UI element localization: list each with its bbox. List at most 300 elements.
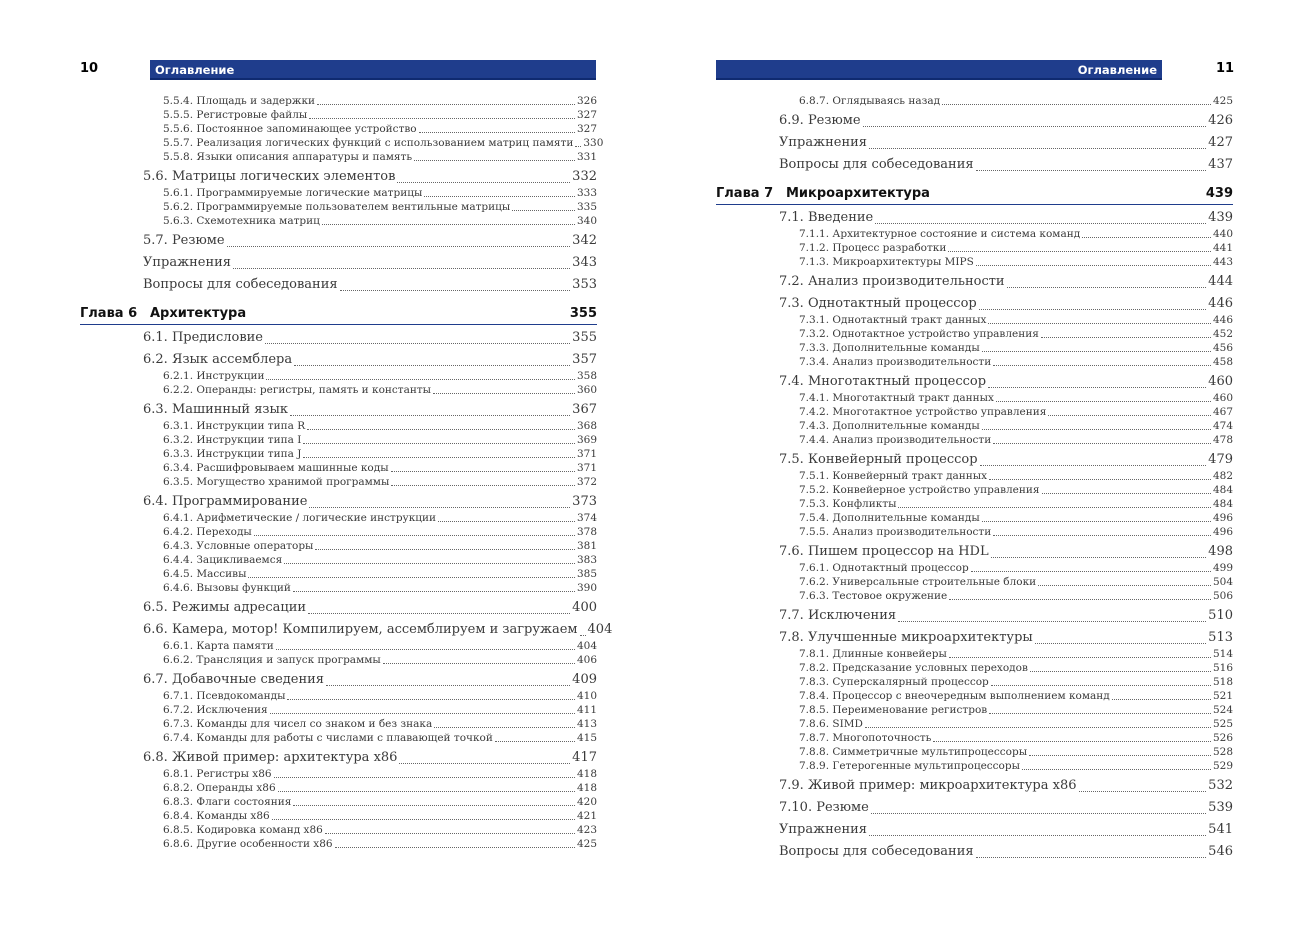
dot-leader xyxy=(949,599,1211,600)
entry-page-number: 333 xyxy=(576,187,597,199)
dot-leader xyxy=(1022,769,1211,770)
entry-page-number: 369 xyxy=(576,434,597,446)
entry-page-number: 371 xyxy=(576,462,597,474)
entry-page-number: 514 xyxy=(1212,648,1233,660)
entry-page-number: 446 xyxy=(1212,314,1233,326)
dot-leader xyxy=(303,457,575,458)
entry-title: 6.4.1. Арифметические / логические инструкции xyxy=(163,512,437,524)
toc-subsection xyxy=(143,795,597,809)
entry-page-number: 443 xyxy=(1212,256,1233,268)
dot-leader xyxy=(294,365,570,366)
dot-leader xyxy=(976,170,1207,171)
entry-title: 5.7. Резюме xyxy=(143,233,225,248)
chapter-page-number: 355 xyxy=(569,306,597,321)
entry-title: Упражнения xyxy=(779,822,867,837)
toc-section xyxy=(143,351,597,369)
entry-title: 7.5.2. Конвейерное устройство управления xyxy=(799,484,1040,496)
toc-subsection xyxy=(143,511,597,525)
entry-title: 7.5.3. Конфликты xyxy=(799,498,897,510)
entry-page-number: 409 xyxy=(572,672,597,687)
entry-title: 5.5.5. Регистровые файлы xyxy=(163,109,308,121)
entry-page-number: 458 xyxy=(1212,356,1233,368)
dot-leader xyxy=(309,507,570,508)
running-header: Оглавление xyxy=(150,60,596,80)
entry-page-number: 441 xyxy=(1212,242,1233,254)
toc-subsection xyxy=(143,539,597,553)
entry-title: 7.8.6. SIMD xyxy=(799,718,863,730)
entry-page-number: 525 xyxy=(1212,718,1233,730)
toc-subsection xyxy=(143,525,597,539)
toc-section xyxy=(779,134,1233,152)
entry-title: 7.4.3. Дополнительные команды xyxy=(799,420,980,432)
entry-page-number: 327 xyxy=(576,123,597,135)
dot-leader xyxy=(309,118,575,119)
toc-subsection xyxy=(143,369,597,383)
toc-section xyxy=(779,629,1233,647)
toc-subsection xyxy=(779,575,1233,589)
toc-section xyxy=(779,373,1233,391)
entry-title: 6.2.2. Операнды: регистры, память и константы xyxy=(163,384,432,396)
toc-subsection xyxy=(143,150,597,164)
entry-page-number: 330 xyxy=(583,137,604,149)
entry-page-number: 423 xyxy=(576,824,597,836)
entry-page-number: 460 xyxy=(1208,374,1233,389)
dot-leader xyxy=(1041,337,1211,338)
toc-subsection xyxy=(143,433,597,447)
entry-page-number: 420 xyxy=(576,796,597,808)
toc-subsection xyxy=(143,383,597,397)
dot-leader xyxy=(898,507,1211,508)
dot-leader xyxy=(863,126,1207,127)
toc-subsection xyxy=(779,717,1233,731)
dot-leader xyxy=(315,549,575,550)
dot-leader xyxy=(433,393,575,394)
entry-page-number: 513 xyxy=(1208,630,1233,645)
entry-title: 7.9. Живой пример: микроархитектура x86 xyxy=(779,778,1077,793)
dot-leader xyxy=(1030,671,1211,672)
entry-page-number: 326 xyxy=(576,95,597,107)
entry-page-number: 327 xyxy=(576,109,597,121)
entry-page-number: 353 xyxy=(572,277,597,292)
entry-title: 5.6. Матрицы логических элементов xyxy=(143,169,396,184)
entry-page-number: 440 xyxy=(1212,228,1233,240)
entry-title: 6.8.3. Флаги состояния xyxy=(163,796,292,808)
toc-subsection xyxy=(779,433,1233,447)
toc-subsection xyxy=(143,689,597,703)
toc-section xyxy=(143,276,597,294)
entry-title: 7.3.1. Однотактный тракт данных xyxy=(799,314,987,326)
entry-title: 7.4.2. Многотактное устройство управления xyxy=(799,406,1047,418)
toc-subsection xyxy=(143,639,597,653)
toc-subsection xyxy=(779,391,1233,405)
dot-leader xyxy=(976,265,1211,266)
entry-title: 6.4.5. Массивы xyxy=(163,568,247,580)
dot-leader xyxy=(391,471,575,472)
entry-title: 7.5.1. Конвейерный тракт данных xyxy=(799,470,988,482)
dot-leader xyxy=(933,741,1211,742)
toc-section xyxy=(143,599,597,617)
dot-leader xyxy=(869,148,1206,149)
entry-title: Вопросы для собеседования xyxy=(143,277,338,292)
toc-subsection xyxy=(143,731,597,745)
entry-page-number: 528 xyxy=(1212,746,1233,758)
toc-subsection xyxy=(779,405,1233,419)
dot-leader xyxy=(949,657,1211,658)
entry-title: 5.5.4. Площадь и задержки xyxy=(163,95,316,107)
dot-leader xyxy=(989,479,1211,480)
dot-leader xyxy=(308,613,570,614)
toc-section xyxy=(779,543,1233,561)
entry-page-number: 381 xyxy=(576,540,597,552)
toc-subsection xyxy=(143,809,597,823)
toc-subsection xyxy=(143,461,597,475)
entry-page-number: 506 xyxy=(1212,590,1233,602)
dot-leader xyxy=(284,563,575,564)
toc-subsection xyxy=(143,122,597,136)
entry-page-number: 496 xyxy=(1212,512,1233,524)
entry-title: 6.4. Программирование xyxy=(143,494,308,509)
toc-subsection xyxy=(143,553,597,567)
entry-title: 7.3.2. Однотактное устройство управления xyxy=(799,328,1039,340)
entry-title: Упражнения xyxy=(143,255,231,270)
dot-leader xyxy=(991,685,1211,686)
toc-subsection xyxy=(779,241,1233,255)
page-number: 11 xyxy=(1216,61,1235,76)
entry-title: 6.8.7. Оглядываясь назад xyxy=(799,95,941,107)
toc-subsection xyxy=(779,589,1233,603)
dot-leader xyxy=(326,685,570,686)
entry-title: 7.5. Конвейерный процессор xyxy=(779,452,978,467)
dot-leader xyxy=(434,727,575,728)
dot-leader xyxy=(575,146,581,147)
entry-page-number: 332 xyxy=(572,169,597,184)
toc-section xyxy=(143,671,597,689)
entry-title: 7.1. Введение xyxy=(779,210,874,225)
dot-leader xyxy=(266,379,575,380)
entry-title: 6.6. Камера, мотор! Компилируем, ассемблируем и загружаем xyxy=(143,622,578,637)
entry-page-number: 484 xyxy=(1212,498,1233,510)
entry-page-number: 418 xyxy=(576,782,597,794)
dot-leader xyxy=(971,571,1211,572)
dot-leader xyxy=(1042,493,1211,494)
dot-leader xyxy=(278,791,575,792)
page-number: 10 xyxy=(80,61,99,76)
dot-leader xyxy=(1048,415,1211,416)
dot-leader xyxy=(399,763,570,764)
dot-leader xyxy=(993,365,1211,366)
entry-title: Упражнения xyxy=(779,135,867,150)
right-page xyxy=(656,0,1312,935)
entry-page-number: 385 xyxy=(576,568,597,580)
entry-title: 7.8.9. Гетерогенные мультипроцессоры xyxy=(799,760,1020,772)
dot-leader xyxy=(272,819,575,820)
entry-title: 7.8. Улучшенные микроархитектуры xyxy=(779,630,1033,645)
toc-section xyxy=(143,254,597,272)
entry-page-number: 456 xyxy=(1212,342,1233,354)
dot-leader xyxy=(424,196,575,197)
entry-page-number: 335 xyxy=(576,201,597,213)
entry-page-number: 446 xyxy=(1208,296,1233,311)
dot-leader xyxy=(307,429,575,430)
toc-subsection xyxy=(779,525,1233,539)
entry-title: 7.6.2. Универсальные строительные блоки xyxy=(799,576,1037,588)
entry-title: 5.5.8. Языки описания аппаратуры и память xyxy=(163,151,413,163)
dot-leader xyxy=(438,521,575,522)
entry-title: 6.4.2. Переходы xyxy=(163,526,252,538)
entry-page-number: 373 xyxy=(572,494,597,509)
entry-title: 6.8.2. Операнды x86 xyxy=(163,782,276,794)
dot-leader xyxy=(419,132,575,133)
toc-subsection xyxy=(143,475,597,489)
dot-leader xyxy=(1029,755,1211,756)
dot-leader xyxy=(276,649,575,650)
chapter-title: Микроархитектура xyxy=(786,186,930,201)
entry-page-number: 360 xyxy=(576,384,597,396)
entry-title: 6.3.1. Инструкции типа R xyxy=(163,420,306,432)
dot-leader xyxy=(495,741,575,742)
toc-subsection xyxy=(779,355,1233,369)
entry-page-number: 478 xyxy=(1212,434,1233,446)
toc-subsection xyxy=(779,661,1233,675)
entry-page-number: 358 xyxy=(576,370,597,382)
toc-subsection xyxy=(779,703,1233,717)
dot-leader xyxy=(942,104,1211,105)
entry-title: 5.6.1. Программируемые логические матрицы xyxy=(163,187,423,199)
dot-leader xyxy=(865,727,1211,728)
entry-title: 6.3. Машинный язык xyxy=(143,402,288,417)
entry-title: 7.1.2. Процесс разработки xyxy=(799,242,947,254)
toc-subsection xyxy=(143,94,597,108)
entry-title: Вопросы для собеседования xyxy=(779,844,974,859)
entry-title: 7.4.4. Анализ производительности xyxy=(799,434,992,446)
entry-title: 6.7. Добавочные сведения xyxy=(143,672,325,687)
toc-section xyxy=(143,401,597,419)
entry-page-number: 406 xyxy=(576,654,597,666)
entry-title: 6.3.2. Инструкции типа I xyxy=(163,434,302,446)
entry-page-number: 541 xyxy=(1208,822,1233,837)
entry-title: 6.4.4. Зацикливаемся xyxy=(163,554,283,566)
toc-section xyxy=(779,156,1233,174)
dot-leader xyxy=(340,290,571,291)
entry-title: 5.5.6. Постоянное запоминающее устройство xyxy=(163,123,417,135)
entry-title: 7.1.3. Микроархитектуры MIPS xyxy=(799,256,974,268)
entry-page-number: 460 xyxy=(1212,392,1233,404)
entry-page-number: 426 xyxy=(1208,113,1233,128)
dot-leader xyxy=(270,713,575,714)
entry-page-number: 439 xyxy=(1208,210,1233,225)
entry-title: 6.2.1. Инструкции xyxy=(163,370,265,382)
entry-title: 6.8.1. Регистры x86 xyxy=(163,768,272,780)
toc-subsection xyxy=(779,647,1233,661)
toc-subsection xyxy=(779,469,1233,483)
dot-leader xyxy=(227,246,571,247)
entry-title: 7.8.1. Длинные конвейеры xyxy=(799,648,947,660)
dot-leader xyxy=(996,401,1211,402)
entry-page-number: 467 xyxy=(1212,406,1233,418)
toc-subsection xyxy=(779,511,1233,525)
entry-page-number: 415 xyxy=(576,732,597,744)
toc-section xyxy=(779,843,1233,861)
dot-leader xyxy=(979,309,1206,310)
entry-page-number: 331 xyxy=(576,151,597,163)
entry-title: 6.2. Язык ассемблера xyxy=(143,352,293,367)
toc-subsection xyxy=(779,419,1233,433)
entry-title: 7.8.7. Многопоточность xyxy=(799,732,932,744)
dot-leader xyxy=(265,343,570,344)
entry-title: 6.8. Живой пример: архитектура x86 xyxy=(143,750,398,765)
entry-page-number: 504 xyxy=(1212,576,1233,588)
entry-page-number: 383 xyxy=(576,554,597,566)
toc-subsection xyxy=(779,94,1233,108)
toc-section xyxy=(779,209,1233,227)
toc-subsection xyxy=(143,567,597,581)
entry-title: 6.7.4. Команды для работы с числами с плавающей точкой xyxy=(163,732,493,744)
toc-section xyxy=(143,749,597,767)
dot-leader xyxy=(254,535,575,536)
chapter-title: Архитектура xyxy=(150,306,247,321)
toc-section xyxy=(779,821,1233,839)
entry-page-number: 340 xyxy=(576,215,597,227)
entry-title: 7.8.2. Предсказание условных переходов xyxy=(799,662,1028,674)
entry-page-number: 526 xyxy=(1212,732,1233,744)
dot-leader xyxy=(989,713,1211,714)
toc-subsection xyxy=(143,108,597,122)
toc-subsection xyxy=(779,745,1233,759)
toc-subsection xyxy=(779,497,1233,511)
entry-title: 7.6.1. Однотактный процессор xyxy=(799,562,969,574)
entry-page-number: 374 xyxy=(576,512,597,524)
dot-leader xyxy=(1007,287,1207,288)
toc-subsection xyxy=(143,703,597,717)
entry-page-number: 404 xyxy=(587,622,613,637)
toc-subsection xyxy=(143,136,604,150)
dot-leader xyxy=(871,813,1206,814)
dot-leader xyxy=(991,557,1207,558)
dot-leader xyxy=(290,415,570,416)
entry-title: 7.3. Однотактный процессор xyxy=(779,296,977,311)
entry-page-number: 410 xyxy=(576,690,597,702)
entry-page-number: 521 xyxy=(1212,690,1233,702)
dot-leader xyxy=(988,387,1206,388)
toc-section xyxy=(779,607,1233,625)
entry-title: 7.8.4. Процессор с внеочередным выполнением команд xyxy=(799,690,1110,702)
dot-leader xyxy=(233,268,570,269)
entry-page-number: 342 xyxy=(572,233,597,248)
dot-leader xyxy=(869,835,1206,836)
entry-title: 7.8.3. Суперскалярный процессор xyxy=(799,676,989,688)
entry-title: 6.4.3. Условные операторы xyxy=(163,540,314,552)
toc-subsection xyxy=(779,483,1233,497)
running-header: Оглавление xyxy=(716,60,1162,80)
entry-title: 7.8.5. Переименование регистров xyxy=(799,704,988,716)
dot-leader xyxy=(317,104,575,105)
toc-section xyxy=(143,329,597,347)
dot-leader xyxy=(391,485,575,486)
entry-title: 6.3.3. Инструкции типа J xyxy=(163,448,302,460)
entry-title: 6.7.1. Псевдокоманды xyxy=(163,690,286,702)
dot-leader xyxy=(303,443,575,444)
entry-page-number: 425 xyxy=(576,838,597,850)
dot-leader xyxy=(580,635,586,636)
toc-section xyxy=(779,799,1233,817)
entry-page-number: 404 xyxy=(576,640,597,652)
entry-title: 6.6.1. Карта памяти xyxy=(163,640,274,652)
entry-title: 6.5. Режимы адресации xyxy=(143,600,307,615)
toc-section xyxy=(143,232,597,250)
toc-subsection xyxy=(779,313,1233,327)
entry-title: 5.6.3. Схемотехника матриц xyxy=(163,215,320,227)
toc-subsection xyxy=(143,823,597,837)
entry-title: 7.8.8. Симметричные мультипроцессоры xyxy=(799,746,1028,758)
entry-page-number: 496 xyxy=(1212,526,1233,538)
entry-page-number: 425 xyxy=(1212,95,1233,107)
dot-leader xyxy=(287,699,574,700)
entry-title: 7.5.5. Анализ производительности xyxy=(799,526,992,538)
toc-chapter-heading xyxy=(716,184,1233,205)
dot-leader xyxy=(982,429,1211,430)
entry-title: 6.1. Предисловие xyxy=(143,330,264,345)
toc-subsection xyxy=(779,227,1233,241)
entry-title: 7.4. Многотактный процессор xyxy=(779,374,987,389)
entry-page-number: 343 xyxy=(572,255,597,270)
entry-page-number: 452 xyxy=(1212,328,1233,340)
dot-leader xyxy=(982,351,1211,352)
toc-subsection xyxy=(779,255,1233,269)
toc-subsection xyxy=(779,689,1233,703)
entry-title: 7.5.4. Дополнительные команды xyxy=(799,512,980,524)
chapter-page-number: 439 xyxy=(1205,186,1233,201)
entry-title: 7.6.3. Тестовое окружение xyxy=(799,590,948,602)
entry-title: 6.3.4. Расшифровываем машинные коды xyxy=(163,462,389,474)
entry-page-number: 524 xyxy=(1212,704,1233,716)
dot-leader xyxy=(248,577,575,578)
toc-subsection xyxy=(143,186,597,200)
toc-subsection xyxy=(779,675,1233,689)
entry-title: 6.6.2. Трансляция и запуск программы xyxy=(163,654,381,666)
entry-page-number: 417 xyxy=(572,750,597,765)
dot-leader xyxy=(980,465,1207,466)
dot-leader xyxy=(898,621,1206,622)
entry-page-number: 378 xyxy=(576,526,597,538)
dot-leader xyxy=(397,182,570,183)
entry-title: 6.3.5. Могущество хранимой программы xyxy=(163,476,390,488)
toc-section xyxy=(779,112,1233,130)
entry-title: 7.10. Резюме xyxy=(779,800,869,815)
entry-page-number: 532 xyxy=(1208,778,1233,793)
entry-page-number: 390 xyxy=(576,582,597,594)
toc-subsection xyxy=(779,561,1233,575)
entry-page-number: 357 xyxy=(572,352,597,367)
toc-subsection xyxy=(143,837,597,851)
dot-leader xyxy=(1082,237,1211,238)
toc-subsection xyxy=(779,327,1233,341)
entry-title: 5.5.7. Реализация логических функций с использованием матриц памяти xyxy=(163,137,574,149)
entry-title: 6.8.6. Другие особенности x86 xyxy=(163,838,333,850)
toc-section xyxy=(143,621,613,639)
entry-page-number: 411 xyxy=(576,704,597,716)
dot-leader xyxy=(988,323,1211,324)
toc-list xyxy=(716,94,1233,861)
entry-page-number: 499 xyxy=(1212,562,1233,574)
toc-section xyxy=(779,777,1233,795)
entry-page-number: 516 xyxy=(1212,662,1233,674)
dot-leader xyxy=(1038,585,1211,586)
toc-section xyxy=(779,295,1233,313)
entry-page-number: 368 xyxy=(576,420,597,432)
dot-leader xyxy=(1079,791,1207,792)
toc-subsection xyxy=(143,767,597,781)
dot-leader xyxy=(414,160,575,161)
